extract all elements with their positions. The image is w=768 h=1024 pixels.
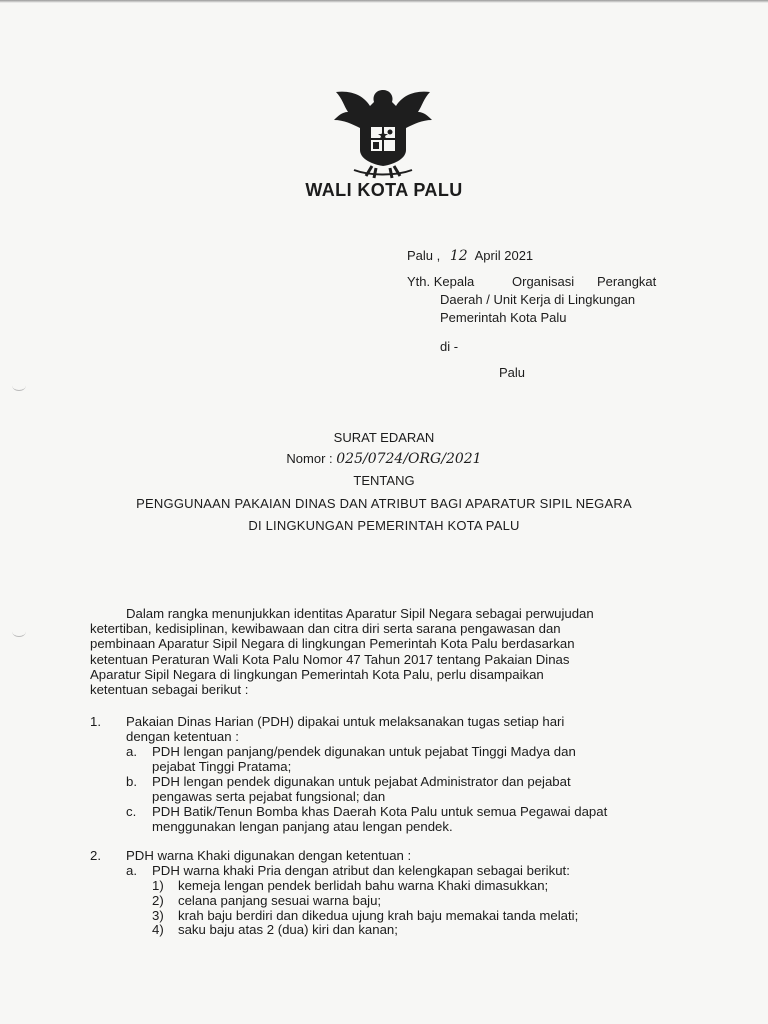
subject-line1: PENGGUNAAN PAKAIAN DINAS DAN ATRIBUT BAGI APARATUR SIPIL NEGARA <box>136 496 632 511</box>
place: Palu , <box>407 248 441 263</box>
yth-line1-w3: Perangkat <box>597 274 657 289</box>
yth-line1-label: Yth. Kepala <box>407 274 475 289</box>
point-text: saku baju atas 2 (dua) kiri dan kanan; <box>178 922 398 937</box>
sub-line: PDH lengan panjang/pendek digunakan untuk pejabat Tinggi Madya dan <box>152 744 576 759</box>
intro-line: Aparatur Sipil Negara di lingkungan Pemerintah Kota Palu, perlu disampaikan <box>90 666 544 682</box>
item-line: PDH warna Khaki digunakan dengan ketentuan : <box>126 848 412 863</box>
month-year: April 2021 <box>474 248 534 263</box>
yth-line3: Pemerintah Kota Palu <box>440 310 567 325</box>
point-number: 2) <box>152 893 164 908</box>
letterhead-title: WALI KOTA PALU <box>305 180 463 200</box>
number-label: Nomor : <box>286 451 333 466</box>
item-line: dengan ketentuan : <box>126 729 239 744</box>
item-number: 1. <box>90 714 101 729</box>
addressee-city: Palu <box>499 365 526 380</box>
yth-line1-w2: Organisasi <box>512 274 575 289</box>
point-number: 3) <box>152 908 164 923</box>
intro-line: ketentuan Peraturan Wali Kota Palu Nomor 47 Tahun 2017 tentang Pakaian Dinas <box>90 651 570 667</box>
point-text: celana panjang sesuai warna baju; <box>178 893 382 908</box>
point-text: kemeja lengan pendek berlidah bahu warna Khaki dimasukkan; <box>178 878 549 893</box>
scan-mark <box>12 626 26 637</box>
point-number: 1) <box>152 878 164 893</box>
point-number: 4) <box>152 922 164 937</box>
intro-line: ketentuan sebagai berikut : <box>90 682 249 698</box>
yth-line2: Daerah / Unit Kerja di Lingkungan <box>440 292 636 307</box>
point-text: krah baju berdiri dan dikedua ujung krah baju memakai tanda melati; <box>178 908 579 923</box>
tentang-label: TENTANG <box>353 473 415 488</box>
sub-letter: b. <box>126 774 137 789</box>
intro-line: ketertiban, kedisiplinan, kewibawaan dan citra diri serta sarana pengawasan dan <box>90 621 561 637</box>
sub-letter: a. <box>126 744 137 759</box>
sub-line: PDH lengan pendek digunakan untuk pejabat Administrator dan pejabat <box>152 774 571 789</box>
sub-line: menggunakan lengan panjang atau lengan pendek. <box>152 819 453 834</box>
subject-line2: DI LINGKUNGAN PEMERINTAH KOTA PALU <box>248 518 520 533</box>
intro-line: Dalam rangka menunjukkan identitas Aparatur Sipil Negara sebagai perwujudan <box>126 606 594 621</box>
item-line: Pakaian Dinas Harian (PDH) dipakai untuk melaksanakan tugas setiap hari <box>126 714 565 729</box>
sub-line: pengawas serta pejabat fungsional; dan <box>152 789 386 804</box>
circular-heading: SURAT EDARAN <box>333 430 435 445</box>
sub-line: pejabat Tinggi Pratama; <box>152 759 292 774</box>
scan-mark <box>12 380 26 391</box>
sub-letter: a. <box>126 863 137 878</box>
sub-line: PDH Batik/Tenun Bomba khas Daerah Kota Palu untuk semua Pegawai dapat <box>152 804 608 819</box>
item-number: 2. <box>90 848 101 863</box>
addressee-di: di - <box>440 339 459 354</box>
sub-line: PDH warna khaki Pria dengan atribut dan kelengkapan sebagai berikut: <box>152 863 570 878</box>
number-value: 025/0724/ORG/2021 <box>336 451 482 467</box>
intro-line: pembinaan Aparatur Sipil Negara di lingkungan Pemerintah Kota Palu berdasarkan <box>90 636 575 652</box>
date-day: 12 <box>449 248 468 264</box>
sub-letter: c. <box>126 804 137 819</box>
